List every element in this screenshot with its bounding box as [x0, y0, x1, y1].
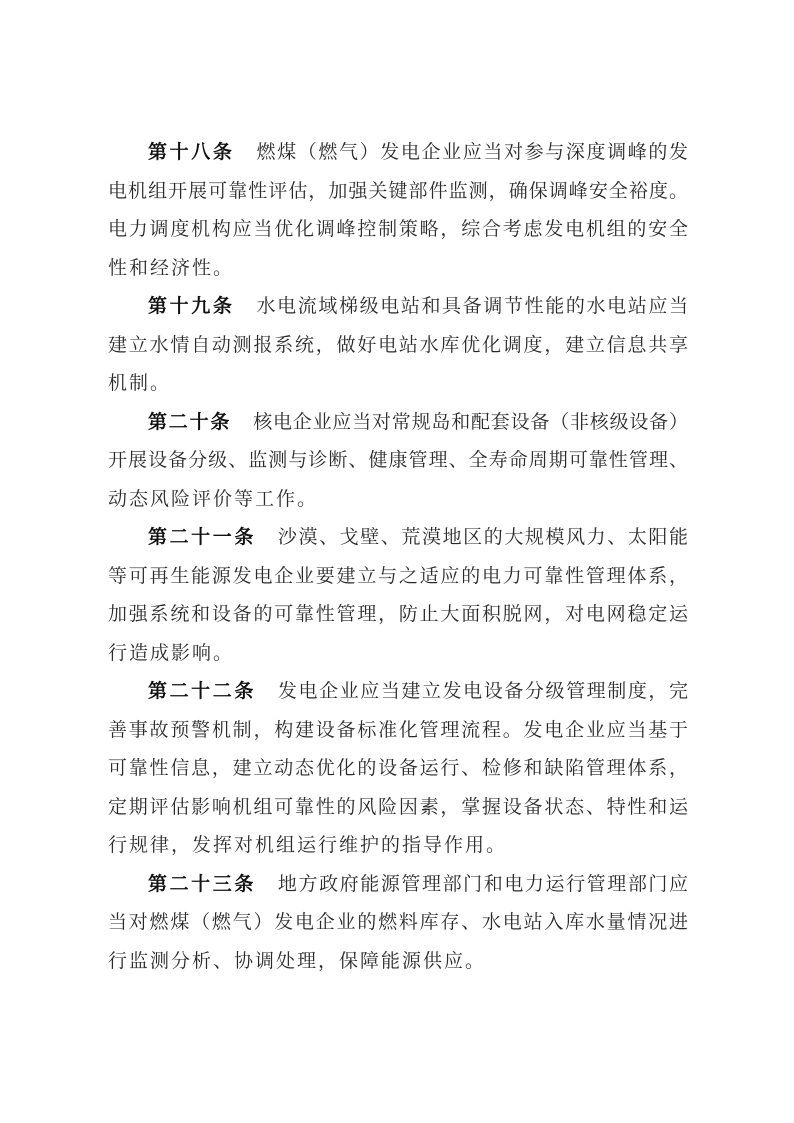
article-text: 燃煤（燃气）发电企业应当对参与深度调峰的发 — [256, 141, 688, 163]
article-text: 发电企业应当建立发电设备分级管理制度，完 — [277, 680, 688, 702]
article-line — [108, 518, 688, 557]
article-line: 开展设备分级、监测与诊断、健康管理、全寿命周期可靠性管理、 — [108, 449, 688, 471]
article-heading: 第十八条 — [148, 141, 235, 163]
article-line: 行造成影响。 — [108, 641, 235, 664]
article-heading: 第二十二条 — [148, 680, 256, 702]
article-line: 可靠性信息，建立动态优化的设备运行、检修和缺陷管理体系， — [108, 757, 688, 779]
article-line: 加强系统和设备的可靠性管理，防止大面积脱网，对电网稳定运 — [108, 603, 688, 625]
article-line: 动态风险评价等工作。 — [108, 487, 319, 510]
article-text: 地方政府能源管理部门和电力运行管理部门应 — [277, 872, 688, 895]
article-line: 机制。 — [108, 372, 172, 394]
article-heading: 第二十三条 — [148, 872, 256, 895]
article-line: 定期评估影响机组可靠性的风险因素，掌握设备状态、特性和运 — [108, 795, 688, 818]
article-line: 善事故预警机制，构建设备标准化管理流程。发电企业应当基于 — [108, 718, 688, 741]
article-line — [108, 287, 688, 326]
article-heading: 第十九条 — [148, 295, 235, 317]
article-line: 建立水情自动测报系统，做好电站水库优化调度，建立信息共享 — [108, 333, 688, 356]
article-18 — [108, 133, 688, 287]
article-line: 等可再生能源发电企业要建立与之适应的电力可靠性管理体系， — [108, 564, 688, 587]
article-line: 电机组开展可靠性评估，加强关键部件监测，确保调峰安全裕度。 — [108, 179, 688, 202]
article-20 — [108, 403, 688, 519]
article-line: 当对燃煤（燃气）发电企业的燃料库存、水电站入库水量情况进 — [108, 911, 688, 933]
article-line — [108, 403, 688, 442]
article-line — [108, 133, 688, 172]
article-19 — [108, 287, 688, 403]
article-23 — [108, 865, 688, 981]
article-heading: 第二十条 — [148, 410, 232, 433]
article-22 — [108, 672, 688, 865]
article-line — [108, 672, 688, 711]
article-line: 行规律，发挥对机组运行维护的指导作用。 — [108, 834, 508, 856]
article-line: 行监测分析、协调处理，保障能源供应。 — [108, 949, 487, 972]
article-line: 性和经济性。 — [108, 256, 235, 279]
article-line — [108, 865, 688, 904]
article-heading: 第二十一条 — [148, 526, 256, 548]
article-text: 沙漠、戈壁、荒漠地区的大规模风力、太阳能 — [277, 526, 688, 548]
document-page — [108, 133, 688, 980]
article-text: 核电企业应当对常规岛和配套设备（非核级设备） — [253, 410, 688, 433]
article-21 — [108, 518, 688, 672]
article-text: 水电流域梯级电站和具备调节性能的水电站应当 — [256, 295, 688, 317]
article-line: 电力调度机构应当优化调峰控制策略，综合考虑发电机组的安全 — [108, 218, 688, 240]
